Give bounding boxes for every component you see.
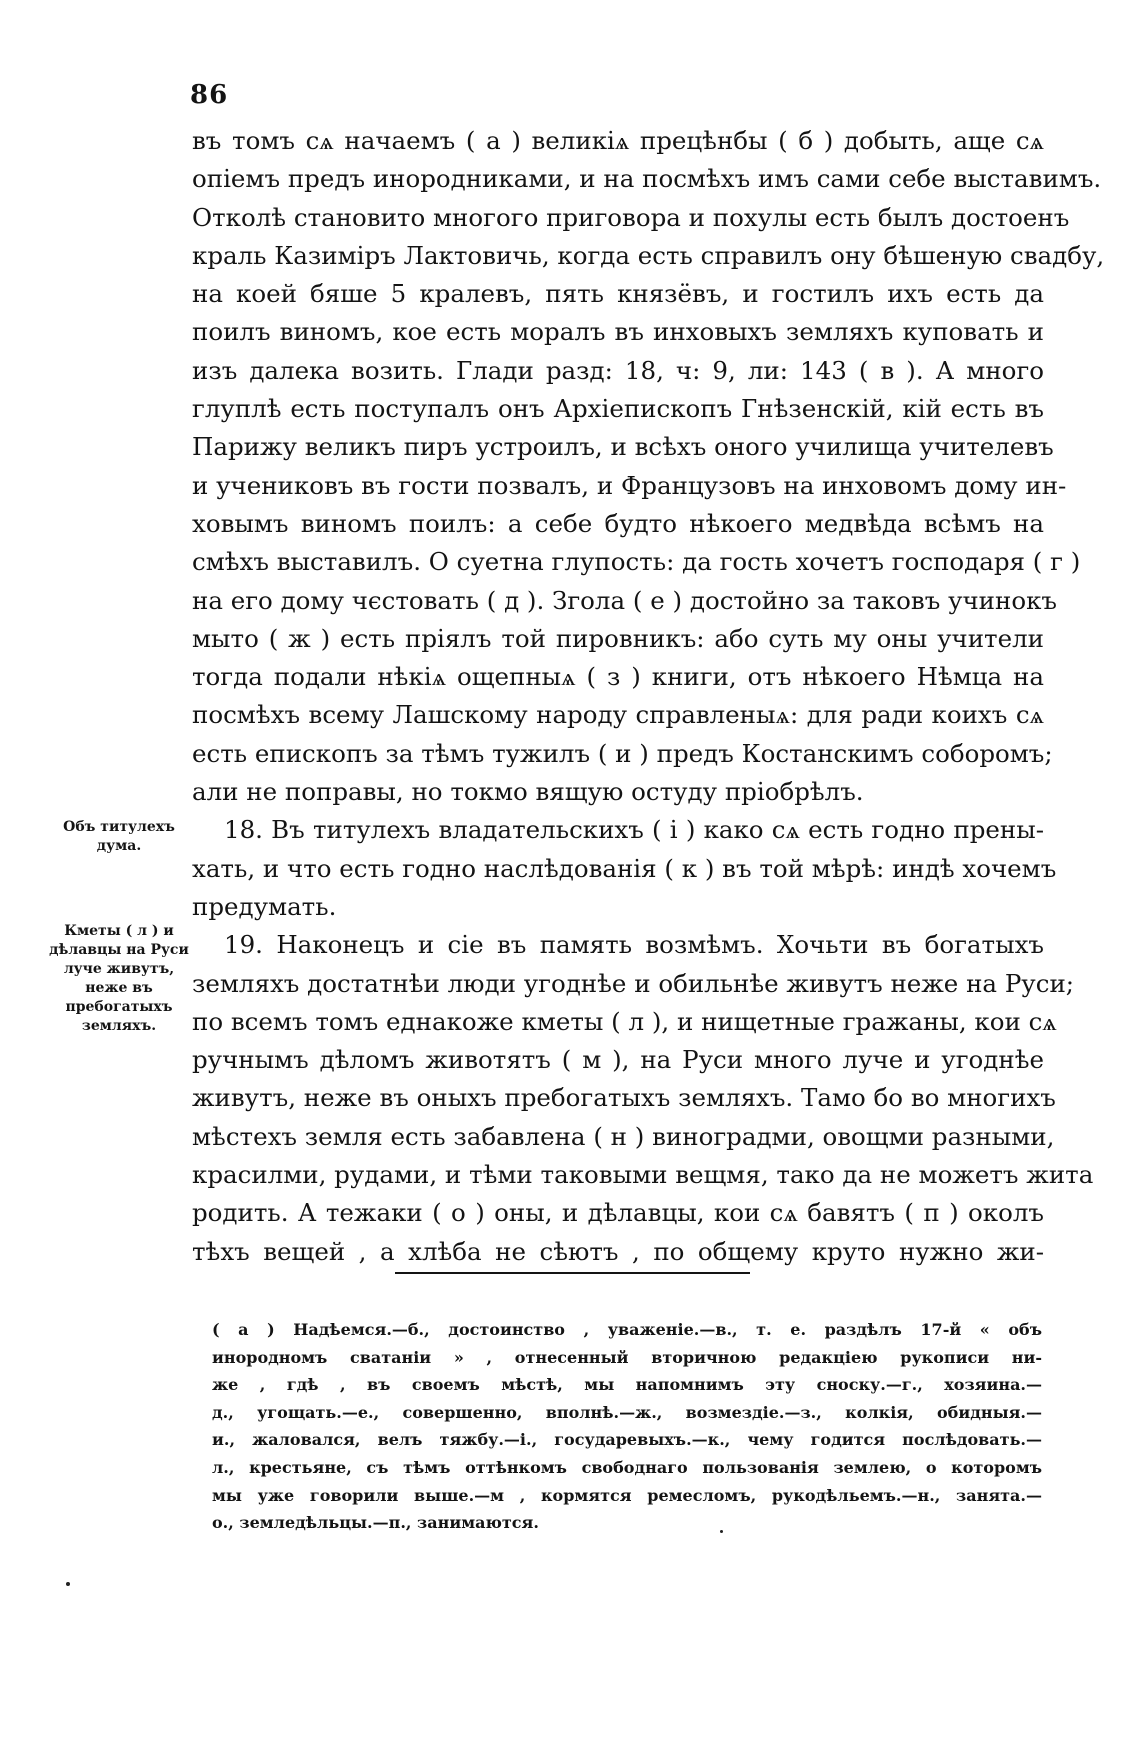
footnote-line: л., крестьяне, съ тѣмъ оттѣнкомъ свободнаго пользованія землею, о которомъ xyxy=(212,1457,1042,1477)
text-line: изъ далека возить. Глади разд: 18, ч: 9, ли: 143 ( в ). А много xyxy=(192,355,1044,385)
text-line: глуплѣ есть поступалъ онъ Архіепископъ Гнѣзенскій, кій есть въ xyxy=(192,394,1044,424)
footnote-line: ( а ) Надѣемся.—б., достоинство , уваженіе.—в., т. е. раздѣлъ 17-й « объ xyxy=(212,1320,1042,1339)
text-line: и учениковъ въ гости позвалъ, и Французовъ на инховомъ дому ин- xyxy=(192,470,1067,500)
print-speck xyxy=(720,1530,723,1533)
text-line: Парижу великъ пиръ устроилъ, и всѣхъ оного училища учителевъ xyxy=(192,432,1054,462)
section-19-heading-line: 19. Наконецъ и сіе въ память возмѣмъ. Хочьти въ богатыхъ xyxy=(224,930,1044,960)
text-line: поилъ виномъ, кое есть моралъ въ инховыхъ земляхъ куповать и xyxy=(192,317,1044,347)
footnote-divider xyxy=(395,1272,750,1274)
text-line: краль Казиміръ Лактовичь, когда есть справилъ ону бѣшеную свадбу, xyxy=(192,240,1105,270)
text-line: земляхъ достатнѣи люди угоднѣе и обильнѣе живутъ неже на Руси; xyxy=(192,968,1075,998)
footnote-line: инородномъ сватаніи » , отнесенный вторичною редакціею рукописи ни- xyxy=(212,1347,1042,1367)
footnote-line: д., угощать.—е., совершенно, вполнѣ.—ж., возмездіе.—з., колкія, обидныя.— xyxy=(212,1402,1042,1422)
text-line: мыто ( ж ) есть пріялъ той пировникъ: або суть му оны учители xyxy=(192,623,1044,653)
page-number: 86 xyxy=(190,80,229,110)
text-line: мѣстехъ земля есть забавлена ( н ) виноградми, овощми разными, xyxy=(192,1121,1055,1151)
text-line: на коей бяше 5 кралевъ, пять князёвъ, и гостилъ ихъ есть да xyxy=(192,279,1044,309)
text-line: тѣхъ вещей , а хлѣба не сѣютъ , по общему круто нужно жи- xyxy=(192,1236,1044,1266)
text-line: родить. А тежаки ( о ) оны, и дѣлавцы, кои сѧ бавятъ ( п ) околъ xyxy=(192,1198,1044,1228)
text-line: посмѣхъ всему Лашскому народу справленыѧ: для ради коихъ сѧ xyxy=(192,700,1044,730)
text-line: Отколѣ становито многого приговора и похулы есть былъ достоенъ xyxy=(192,202,1070,232)
text-line: али не поправы, но токмо вящую остуду пріобрѣлъ. xyxy=(192,777,864,807)
text-line: тогда подали нѣкіѧ ощепныѧ ( з ) книги, отъ нѣкоего Нѣмца на xyxy=(192,662,1044,692)
text-line: живутъ, неже въ оныхъ пребогатыхъ земляхъ. Тамо бо во многихъ xyxy=(192,1083,1056,1113)
footnote-line: о., земледѣльцы.—п., занимаются. xyxy=(212,1513,539,1533)
section-18-heading-line: 18. Въ титулехъ владательскихъ ( і ) како сѧ есть годно прены- xyxy=(224,815,1044,845)
text-line: по всемъ томъ еднакоже кметы ( л ), и нищетные гражаны, кои сѧ xyxy=(192,1006,1057,1036)
footnotes xyxy=(212,1316,1042,1537)
footnote-line: же , гдѣ , въ своемъ мѣстѣ, мы напомнимъ эту сноску.—г., хозяина.— xyxy=(212,1375,1042,1395)
text-line: хать, и что есть годно наслѣдованія ( к ) въ той мѣрѣ: индѣ хочемъ xyxy=(192,853,1057,883)
text-line: опіемъ предъ инородниками, и на посмѣхъ имъ сами себе выставимъ. xyxy=(192,164,1102,194)
footnote-line: и., жаловался, велъ тяжбу.—і., государевыхъ.—к., чему годится послѣдовать.— xyxy=(212,1430,1042,1450)
text-line: ручнымъ дѣломъ животятъ ( м ), на Руси много луче и угоднѣе xyxy=(192,1045,1044,1075)
main-text xyxy=(192,122,1105,1271)
text-line: смѣхъ выставилъ. О суетна глупость: да гость хочетъ господаря ( г ) xyxy=(192,547,1081,577)
text-line: на его дому чєстовать ( д ). Згола ( е ) достойно за таковъ учинокъ xyxy=(192,585,1057,615)
margin-note-titles: Объ титулехъ дума. xyxy=(63,819,175,854)
text-line: есть епископъ за тѣмъ тужилъ ( и ) предъ Костанскимъ соборомъ; xyxy=(192,738,1053,768)
text-line: предумать. xyxy=(192,891,337,921)
margin-note-peasants: Кметы ( л ) и дѣлавцы на Руси луче живутъ, неже въ пребогатыхъ земляхъ. xyxy=(49,923,189,1034)
footnote-line: мы уже говорили выше.—м , кормятся ремесломъ, рукодѣльемъ.—н., занята.— xyxy=(212,1485,1042,1505)
text-line: красилми, рудами, и тѣми таковыми вещмя, тако да не можетъ жита xyxy=(192,1160,1094,1190)
text-line: ховымъ виномъ поилъ: а себе будто нѣкоего медвѣда всѣмъ на xyxy=(192,508,1044,538)
text-line: въ томъ сѧ начаемъ ( а ) великіѧ прецѣнбы ( б ) добыть, аще сѧ xyxy=(192,126,1044,155)
print-speck xyxy=(66,1582,70,1586)
